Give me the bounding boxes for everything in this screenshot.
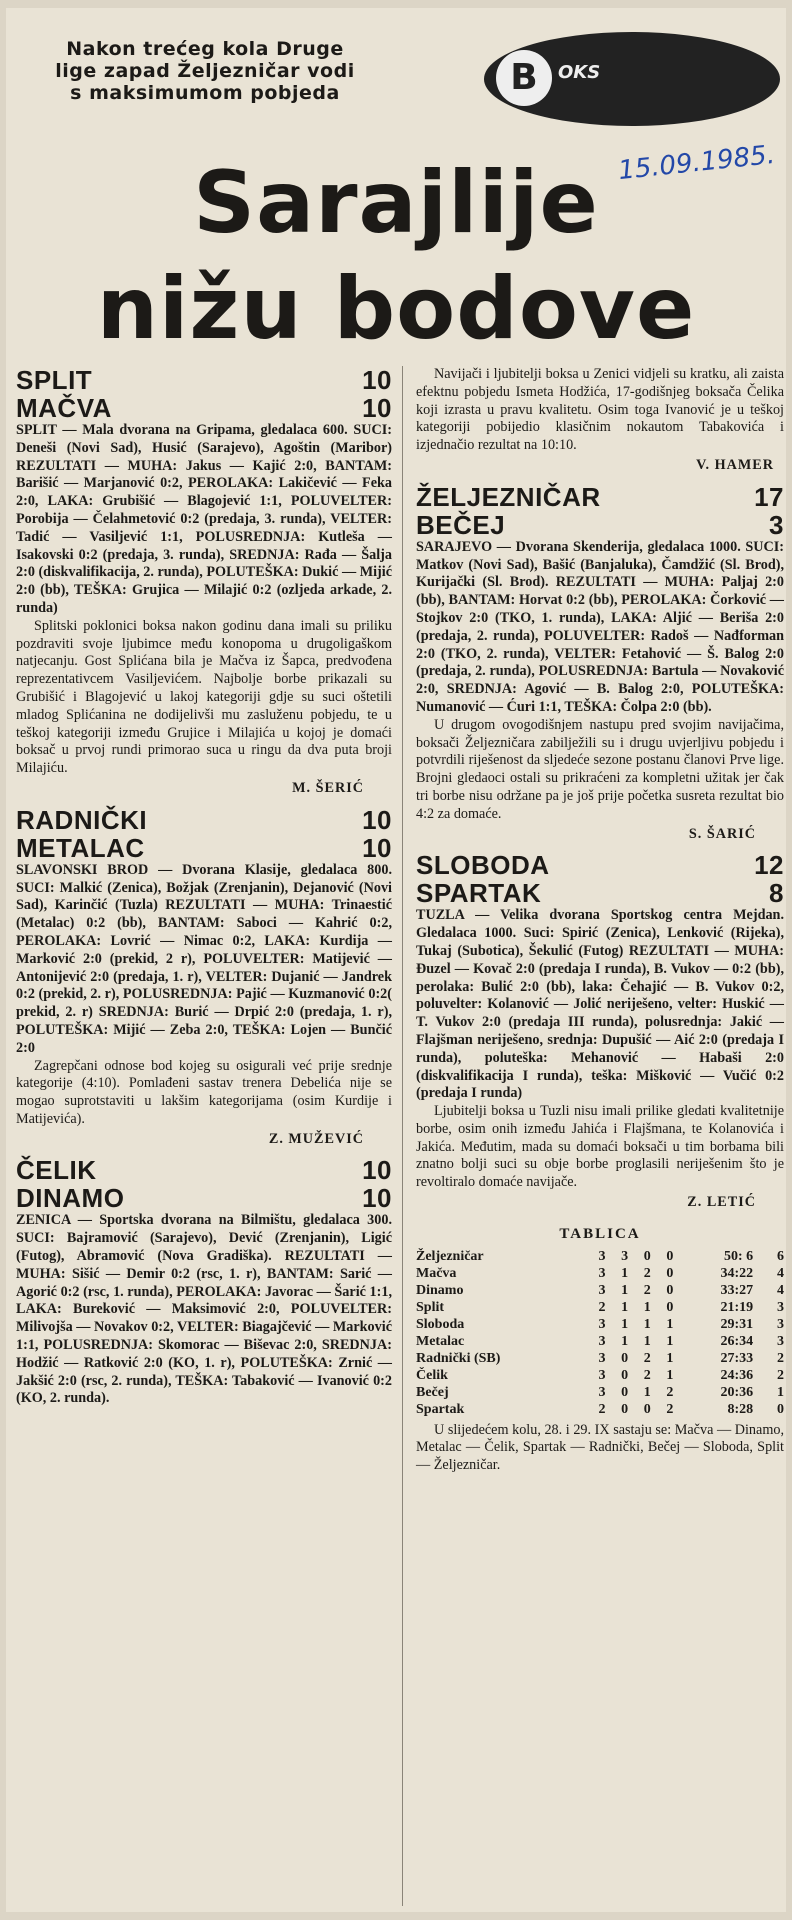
result-row xyxy=(16,1156,392,1184)
standings-team: Bečej xyxy=(416,1384,449,1400)
standings-team: Čelik xyxy=(416,1367,448,1383)
standings-played: 2 xyxy=(598,1299,606,1315)
celik-dinamo-continuation xyxy=(416,366,784,475)
standings-team: Dinamo xyxy=(416,1282,464,1298)
standings-played: 3 xyxy=(598,1350,606,1366)
match-report: SLAVONSKI BROD — Dvorana Klasije, gledalaca 800. SUCI: Malkić (Zenica), Božjak (Zrenjanin), Dejanović (Novi Sad), Karinčić (Tuzla) REZULTATI — MUHA: Trinaestić (Metalac) 0:2 (bb), BANTAM: Saboci — Kahrić 0:2, PEROLAKA: Lovrić — Nimac 0:2, LAKA: Kurdija — Marković 2:0 (prekid, 2 r), POLUVELTER: Matijević — Antonijević 2:0 (predaja, 1. r), VELTER: Dujanić — Jandrek 0:2 (prekid, 2. r), POLUSREDNJA: Pajić — Kuzmanović 0:2( prekid, 2. r) SREDNJA: Burić — Drpić 2:0 (predaja, 1. r), POLUTEŠKA: Mijić — Zeba 2:0, TEŠKA: Lojen — Bunčić 2:0 xyxy=(16,861,392,1056)
result-row xyxy=(416,511,784,539)
standings-played: 3 xyxy=(598,1333,606,1349)
match-report: SPLIT — Mala dvorana na Gripama, gledalaca 600. SUCI: Deneši (Novi Sad), Husić (Sarajevo), Agoštin (Maribor) REZULTATI — MUHA: Jakus — Kajić 2:0, BANTAM: Barišić — Marjanović 0:2, PEROLAKA: Lakičević — Feka 2:0, LAKA: Grubišić — Blagojević 1:1, POLUVELTER: Porobija — Čelahmetović 0:2 (predaja, 3. runda), VELTER: Tadić — Vasiljević 1:1, POLUSREDNJA: Kutleša — Isakovski 0:2 (predaja, 3. runda), SREDNJA: Rađa — Šalja 2:0 (diskvalifikacija, 2. runda), POLUTEŠKA: Dukić — Mijić 2:0 (bb), TEŠKA: Grujica — Milajić 0:2 (ozljeda arkade, 2. runda) xyxy=(16,422,392,616)
standings-points: 1 xyxy=(777,1384,784,1400)
standings-row xyxy=(416,1350,784,1367)
standings-played: 3 xyxy=(598,1282,606,1298)
standings-points: 3 xyxy=(777,1299,784,1315)
headline xyxy=(6,150,786,362)
result-row xyxy=(16,1184,392,1212)
standings-row xyxy=(416,1316,784,1333)
standings-played: 2 xyxy=(598,1401,606,1417)
standings-row xyxy=(416,1367,784,1384)
headline-line: nižu bodove xyxy=(96,259,696,359)
match-report: TUZLA — Velika dvorana Sportskog centra Mejdan. Gledalaca 1000. Suci: Spirić (Zenica), Lenković (Rijeka), Tukaj (Subotica), Šekulić (Futog) REZULTATI — MUHA: Đuzel — Kovač 2:0 (predaja I runda), B. Vukov — 0:2 (bb), perolaka: Bulić 2:0 (bb), laka: Čehajić — B. Vukov 0:2, poluvelter: Kolanović — Jolić neriješeno, velter: Huskić — T. Vukov 2:0 (predaja III runda), polusrednja: Jakić — Flajšman neriješeno, srednja: Dupušić — Aić 2:0 (predaja I runda), poluteška: Mehanović — Habaši 2:0 (diskvalifikacija I runda), teška: Mišković — Vučić 0:2 (predaja I runda) xyxy=(416,907,784,1102)
standings-wins: 1 xyxy=(621,1265,629,1281)
standings-bout-score: 33:27 xyxy=(720,1282,754,1298)
standings-wins: 0 xyxy=(621,1350,629,1366)
standings-draws: 1 xyxy=(643,1299,651,1315)
standings-team: Radnički (SB) xyxy=(416,1350,501,1366)
team-score: 10 xyxy=(362,1155,392,1186)
standings-draws: 0 xyxy=(643,1401,651,1417)
author-byline: M. ŠERIĆ xyxy=(292,779,364,796)
headline-line: Sarajlije xyxy=(193,153,599,253)
standings-bout-score: 29:31 xyxy=(720,1316,754,1332)
standings-draws: 1 xyxy=(643,1333,651,1349)
result-row xyxy=(416,879,784,907)
match-zeljeznicar-becej xyxy=(416,483,784,844)
standings-row xyxy=(416,1401,784,1418)
standings-wins: 3 xyxy=(621,1248,629,1264)
left-column xyxy=(16,366,392,1416)
standings-losses: 0 xyxy=(666,1248,674,1264)
standings-title: TABLICA xyxy=(559,1225,641,1242)
standings-wins: 1 xyxy=(621,1282,629,1298)
kicker xyxy=(20,38,390,104)
standings-row xyxy=(416,1248,784,1265)
author-byline: Z. LETIĆ xyxy=(687,1194,756,1211)
standings-points: 3 xyxy=(777,1316,784,1332)
right-column xyxy=(416,366,784,1475)
match-sloboda-spartak xyxy=(416,851,784,1212)
match-commentary: Splitski poklonici boksa nakon godinu dana imali su priliku pozdraviti svoje ljubimce među konopoma u drugoligaškom natjecanju. Gost Splićana bila je Mačva iz Šapca, predvođena reprezentativcem Vasiljevićem. Najbolje borbe prikazali su Grubišić i Blagojević u lakoj kategoriji gdje su suci oštetili mladog Splićanina ne dodijelivši mu zasluženu pobjedu, te u teškoj kategoriji između Grujice i Milajića u kojoj je domaći boksač u prvoj rundi primorao suca u ringu da dva puta broji Milajiću. xyxy=(16,617,392,777)
match-commentary: U drugom ovogodišnjem nastupu pred svojim navijačima, boksači Željezničara zabilježili su i drugu uvjerljivu pobjedu i potvrdili riješenost da sljedeće sezone postanu članovi Prve lige. Brojni gledaoci ostali su prikraćeni za kompletni užitak jer čak tri borbe nisu održane pa je još prije početka susreta rezultat bio 4:2 za domaće. xyxy=(416,716,784,822)
match-report: ZENICA — Sportska dvorana na Bilmištu, gledalaca 300. SUCI: Bajramović (Sarajevo), Dević (Zrenjanin), Ligić (Futog), Abramović (Nova Gradiška). REZULTATI — MUHA: Sišić — Demir 0:2 (rsc, 1. r), BANTAM: Sarić — Agorić 0:2 (rsc, 1. runda), PEROLAKA: Javorac — Šarić 1:1, LAKA: Bureković — Maksimović 2:0, POLUVELTER: Milivojša — Novakov 0:2, VELTER: Biagajčević — Marković 1:1, POLUSREDNJA: Skomorac — Biševac 2:0, SREDNJA: Hodžić — Ratković 2:0 (KO, 1. r), POLUTEŠKA: Zrnić — Jakšić 2:0 (rsc, 2. runda), TEŠKA: Tabaković — Ivanović 0:2 (KO, 2. runda). xyxy=(16,1212,392,1407)
team-name: SLOBODA xyxy=(416,850,550,881)
standings-row xyxy=(416,1384,784,1401)
team-score: 12 xyxy=(754,850,784,881)
kicker-line: Nakon trećeg kola Druge xyxy=(66,38,344,60)
standings-bout-score: 26:34 xyxy=(720,1333,754,1349)
boks-logo-word: OKS xyxy=(558,62,601,83)
team-name: DINAMO xyxy=(16,1183,125,1214)
column-divider xyxy=(402,366,403,1906)
result-row xyxy=(16,394,392,422)
standings-points: 2 xyxy=(777,1367,784,1383)
standings-bout-score: 27:33 xyxy=(720,1350,754,1366)
team-name: ČELIK xyxy=(16,1155,97,1186)
standings-points: 6 xyxy=(777,1248,784,1264)
standings-played: 3 xyxy=(598,1367,606,1383)
result-row xyxy=(416,851,784,879)
result-row xyxy=(16,806,392,834)
standings-draws: 1 xyxy=(643,1316,651,1332)
standings-losses: 1 xyxy=(666,1316,674,1332)
newspaper-clipping xyxy=(6,8,786,1912)
standings-wins: 1 xyxy=(621,1299,629,1315)
kicker-line: lige zapad Željezničar vodi xyxy=(55,60,355,82)
handwritten-date: 15.09.1985. xyxy=(616,139,777,187)
author-byline: S. ŠARIĆ xyxy=(688,825,756,842)
standings-losses: 2 xyxy=(666,1401,674,1417)
standings-body xyxy=(416,1248,784,1418)
standings-bout-score: 24:36 xyxy=(720,1367,754,1383)
standings-bout-score: 21:19 xyxy=(720,1299,754,1315)
match-report: SARAJEVO — Dvorana Skenderija, gledalaca 1000. SUCI: Matkov (Novi Sad), Bašić (Banjaluka), Čamdžić (Sl. Brod), Kurijački (Sl. Brod). REZULTATI — MUHA: Paljaj 2:0 (bb), BANTAM: Horvat 0:2 (bb), PEROLAKA: Čorković — Stojkov 2:0 (TKO, 1. runda), LAKA: Aljić — Beriša 2:0 (predaja, 2. runda), POLUVELTER: Radoš — Nađforman 2:0 (TKO, 2. runda), VELTER: Fetahović — Š. Balog 2:0 (predaja, 2. runda), POLUSREDNJA: Bartula — Novaković 2:0, SREDNJA: Agović — B. Balog 2:0, POLUTEŠKA: Numanović — Ćuri 1:1, TEŠKA: Čolpa 2:0 (bb). xyxy=(416,538,784,715)
standings-bout-score: 20:36 xyxy=(720,1384,754,1400)
team-name: MAČVA xyxy=(16,393,112,423)
team-name: RADNIČKI xyxy=(16,804,148,835)
standings-draws: 2 xyxy=(643,1367,651,1383)
standings-wins: 0 xyxy=(621,1367,629,1383)
result-row xyxy=(16,834,392,862)
boks-logo-letter: B xyxy=(496,50,552,106)
standings-wins: 1 xyxy=(621,1316,629,1332)
standings-team: Metalac xyxy=(416,1333,465,1349)
standings-wins: 0 xyxy=(621,1384,629,1400)
standings-draws: 1 xyxy=(643,1384,651,1400)
team-score: 10 xyxy=(362,1183,392,1214)
standings-bout-score: 8:28 xyxy=(727,1401,754,1417)
team-score: 17 xyxy=(754,481,784,512)
standings-draws: 2 xyxy=(643,1282,651,1298)
standings-points: 2 xyxy=(777,1350,784,1366)
team-score: 8 xyxy=(769,878,784,909)
standings-row xyxy=(416,1282,784,1299)
standings-team: Spartak xyxy=(416,1401,465,1417)
team-name: METALAC xyxy=(16,832,145,863)
standings-losses: 0 xyxy=(666,1265,674,1281)
standings-bout-score: 34:22 xyxy=(720,1265,754,1281)
match-commentary: Navijači i ljubitelji boksa u Zenici vidjeli su kratku, ali zaista efektnu pobjedu Ismeta Hodžića, 17-godišnjeg boksača Čelika koji izrasta u pravu kvalitetu. Osim toga Ivanović je u teškoj kategoriji pobijedio klasičnim nokautom Tabakovića i izjednačio rezultat na 10:10. xyxy=(416,366,784,454)
standings-points: 4 xyxy=(777,1265,784,1281)
team-score: 10 xyxy=(362,832,392,863)
match-split-macva xyxy=(16,366,392,798)
standings-losses: 1 xyxy=(666,1333,674,1349)
standings-team: Željezničar xyxy=(416,1248,484,1264)
standings-draws: 0 xyxy=(643,1248,651,1264)
team-name: BEČEJ xyxy=(416,509,506,540)
author-byline: V. HAMER xyxy=(696,456,774,473)
standings-losses: 2 xyxy=(666,1384,674,1400)
match-commentary: Ljubitelji boksa u Tuzli nisu imali prilike gledati kvalitetnije borbe, osim onih između Jahića i Flajšmana, te Kolanovića i Jakića. Međutim, mada su domaći boksači u tim borbama bili znatno bolji suci su obje borbe proglasili neriješenim što je revoltiralo domaće navijače. xyxy=(416,1103,784,1191)
team-score: 3 xyxy=(769,509,784,540)
standings-table xyxy=(416,1248,784,1418)
next-round-note: U slijedećem kolu, 28. i 29. IX sastaju se: Mačva — Dinamo, Metalac — Čelik, Spartak — Radnički, Bečej — Sloboda, Split — Željezničar. xyxy=(416,1421,784,1474)
author-byline: Z. MUŽEVIĆ xyxy=(268,1130,364,1147)
standings-row xyxy=(416,1299,784,1316)
standings-points: 4 xyxy=(777,1282,784,1298)
match-celik-dinamo xyxy=(16,1156,392,1408)
match-commentary: Zagrepčani odnose bod kojeg su osigurali već prije srednje kategorije (4:10). Pomlađeni sastav trenera Debelića nije se mogao suprotstaviti u lakšim kategorijama (osim Kurdije i Matijevića). xyxy=(16,1057,392,1127)
standings-played: 3 xyxy=(598,1248,606,1264)
standings-played: 3 xyxy=(598,1384,606,1400)
standings-wins: 1 xyxy=(621,1333,629,1349)
team-score: 10 xyxy=(362,365,392,395)
result-row xyxy=(16,366,392,394)
standings-played: 3 xyxy=(598,1316,606,1332)
standings-played: 3 xyxy=(598,1265,606,1281)
standings-draws: 2 xyxy=(643,1350,651,1366)
team-name: SPARTAK xyxy=(416,878,542,909)
standings-points: 0 xyxy=(777,1401,784,1417)
team-score: 10 xyxy=(362,393,392,423)
team-score: 10 xyxy=(362,804,392,835)
standings-team: Split xyxy=(416,1299,445,1315)
team-name: SPLIT xyxy=(16,365,93,395)
standings-draws: 2 xyxy=(643,1265,651,1281)
standings-row xyxy=(416,1265,784,1282)
standings-team: Mačva xyxy=(416,1265,457,1281)
standings-losses: 0 xyxy=(666,1282,674,1298)
standings-losses: 1 xyxy=(666,1367,674,1383)
standings-wins: 0 xyxy=(621,1401,629,1417)
standings-losses: 1 xyxy=(666,1350,674,1366)
match-radnicki-metalac xyxy=(16,806,392,1149)
kicker-line: s maksimumom pobjeda xyxy=(70,82,340,104)
standings-losses: 0 xyxy=(666,1299,674,1315)
standings-row xyxy=(416,1333,784,1350)
team-name: ŽELJEZNIČAR xyxy=(416,481,601,512)
standings-team: Sloboda xyxy=(416,1316,465,1332)
result-row xyxy=(416,483,784,511)
boks-logo xyxy=(484,32,780,126)
standings-bout-score: 50: 6 xyxy=(723,1248,754,1264)
standings-points: 3 xyxy=(777,1333,784,1349)
